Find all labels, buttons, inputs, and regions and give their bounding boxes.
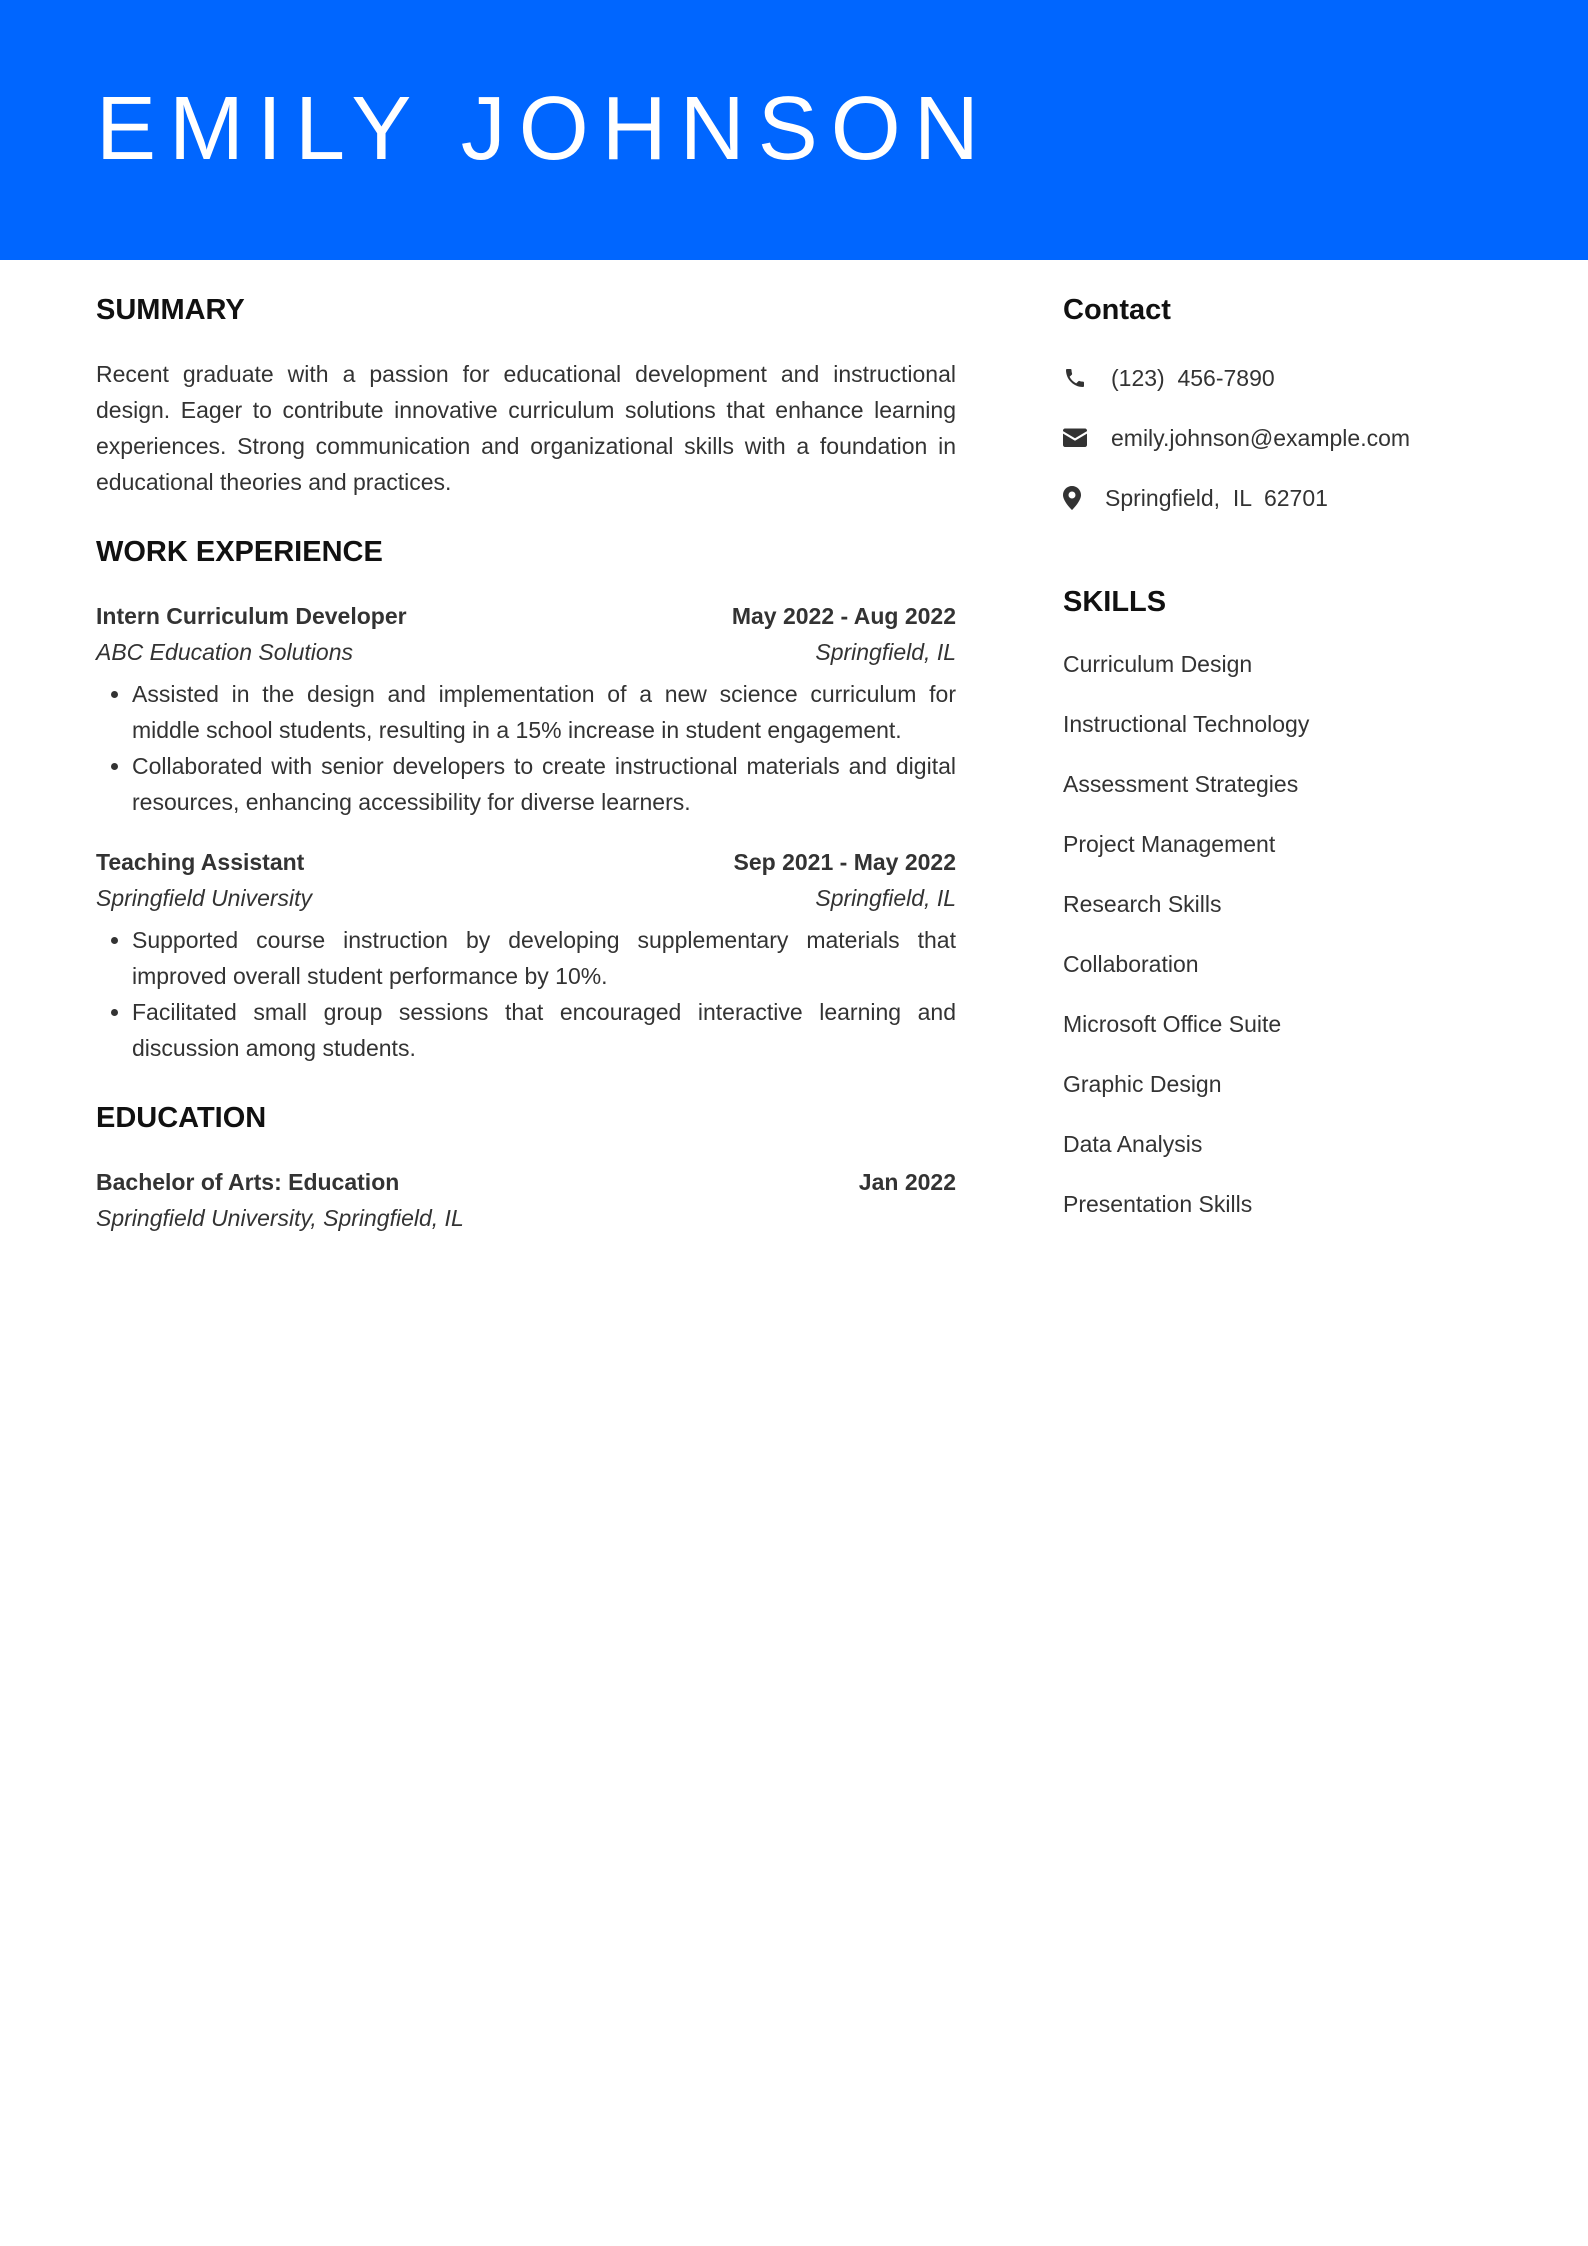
skill-item: Collaboration bbox=[1063, 951, 1199, 977]
main-column bbox=[96, 286, 956, 1236]
skill-item: Research Skills bbox=[1063, 891, 1222, 917]
job-bullet: • Assisted in the design and implementation of a new science curriculum for middle school students, resulting in a 15% increase in student engagement. bbox=[132, 676, 956, 748]
job-location: Springfield, IL bbox=[815, 639, 956, 665]
sidebar bbox=[1063, 286, 1533, 1234]
contact-address bbox=[1063, 468, 1533, 528]
job-bullet: • Collaborated with senior developers to create instructional materials and digital resources, enhancing accessibility for diverse learners. bbox=[132, 748, 956, 820]
job-bullets bbox=[96, 922, 956, 1066]
job-role: Intern Curriculum Developer bbox=[96, 603, 407, 629]
summary-heading: SUMMARY bbox=[96, 294, 245, 326]
education-heading: EDUCATION bbox=[96, 1102, 267, 1134]
job-company: Springfield University bbox=[96, 885, 313, 911]
phone-icon bbox=[1063, 365, 1093, 391]
job-bullet: • Supported course instruction by developing supplementary materials that improved overall student performance by 10%. bbox=[132, 922, 956, 994]
skill-item: Graphic Design bbox=[1063, 1071, 1222, 1097]
education-entry bbox=[96, 1164, 956, 1236]
graduation-date: Jan 2022 bbox=[858, 1169, 956, 1195]
email-address[interactable]: emily.johnson@example.com bbox=[1111, 424, 1411, 451]
address: Springfield, IL 62701 bbox=[1105, 484, 1328, 511]
skills-list bbox=[1063, 634, 1533, 1234]
job-bullets bbox=[96, 676, 956, 820]
job-entry bbox=[96, 598, 956, 820]
skill-item: Instructional Technology bbox=[1063, 711, 1310, 737]
skill-item: Microsoft Office Suite bbox=[1063, 1011, 1282, 1037]
job-role: Teaching Assistant bbox=[96, 849, 305, 875]
job-company: ABC Education Solutions bbox=[96, 639, 353, 665]
degree: Bachelor of Arts: Education bbox=[96, 1169, 400, 1195]
skill-item: Project Management bbox=[1063, 831, 1276, 857]
job-dates: Sep 2021 - May 2022 bbox=[733, 849, 956, 875]
job-entry bbox=[96, 844, 956, 1066]
candidate-name: EMILY JOHNSON bbox=[96, 79, 992, 179]
skill-item: Data Analysis bbox=[1063, 1131, 1203, 1157]
envelope-icon bbox=[1063, 425, 1093, 451]
header-banner bbox=[0, 0, 1588, 260]
job-location: Springfield, IL bbox=[815, 885, 956, 911]
map-marker-icon bbox=[1063, 485, 1093, 511]
contact-email bbox=[1063, 408, 1533, 468]
contact-list bbox=[1063, 348, 1533, 528]
job-bullet: • Facilitated small group sessions that encouraged interactive learning and discussion among students. bbox=[132, 994, 956, 1066]
skill-item: Assessment Strategies bbox=[1063, 771, 1299, 797]
school: Springfield University, Springfield, IL bbox=[96, 1205, 464, 1231]
work-experience-heading: WORK EXPERIENCE bbox=[96, 536, 383, 568]
skill-item: Presentation Skills bbox=[1063, 1191, 1253, 1217]
summary-text: Recent graduate with a passion for educational development and instructional design. Eager to contribute innovative curriculum solutions that enhance learning experiences. Strong communication and organizational skills with a foundation in educational theories and practices. bbox=[96, 361, 956, 495]
skill-item: Curriculum Design bbox=[1063, 651, 1253, 677]
contact-phone bbox=[1063, 348, 1533, 408]
job-dates: May 2022 - Aug 2022 bbox=[731, 603, 956, 629]
skills-heading: SKILLS bbox=[1063, 586, 1167, 618]
contact-heading: Contact bbox=[1063, 294, 1171, 326]
phone-number: (123) 456-7890 bbox=[1111, 364, 1275, 391]
